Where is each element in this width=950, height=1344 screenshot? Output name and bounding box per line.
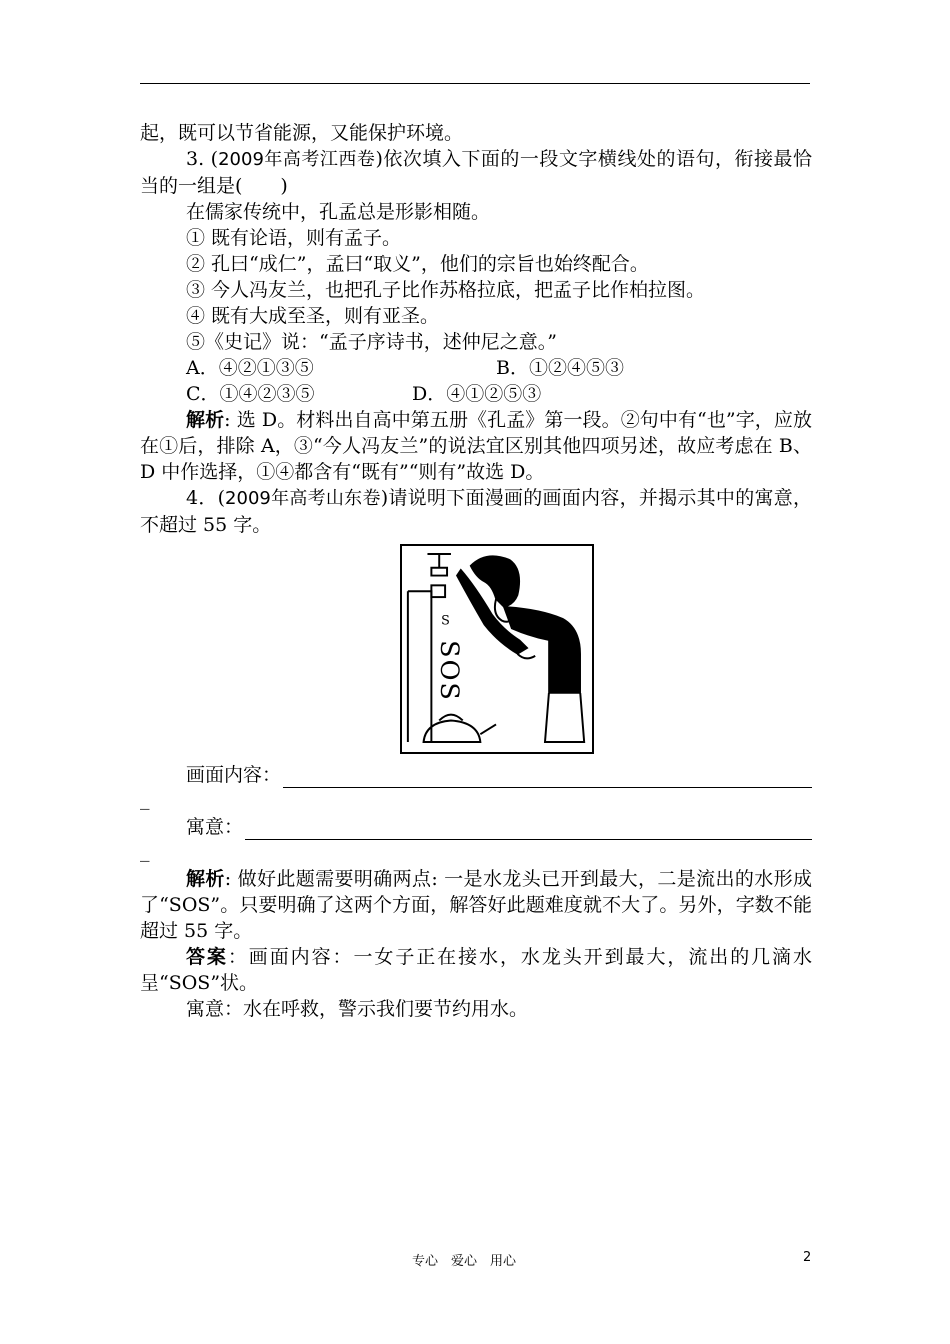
- fill-blank-content: [140, 762, 812, 788]
- question-3-options-ab: [140, 355, 812, 381]
- option-d: D．④①②⑤③: [412, 383, 542, 405]
- option-c: C．①④②③⑤: [186, 383, 315, 405]
- fill-label-content: 画面内容：: [186, 764, 282, 786]
- question-3-passage: 在儒家传统中，孔孟总是形影相随。: [186, 201, 491, 223]
- fill-blank-meaning: [140, 814, 812, 840]
- question-4-analysis: 解析: 做好此题需要明确两点: 一是水龙头已开到最大，二是流出的水形成了“SOS”。只要明确了这两个方面，解答好此题难度就不大了。另外，字数不能超过 55 字。: [140, 868, 812, 942]
- question-3-options-cd: [140, 381, 812, 407]
- continued-line: 起，既可以节省能源，又能保护环境。: [140, 122, 464, 144]
- question-4-source: 2009年高考山东卷: [225, 488, 381, 509]
- blank-continuation: _: [140, 788, 150, 810]
- footer-motto: 专心 爱心 用心: [412, 1254, 517, 1269]
- question-4-answer: 答案：画面内容：一女子正在接水，水龙头开到最大，流出的几滴水呈“SOS”状。: [140, 946, 812, 994]
- question-3-item: ③ 今人冯友兰，也把孔子比作苏格拉底，把孟子比作柏拉图。: [186, 279, 706, 301]
- header-rule: [140, 83, 810, 84]
- blank-continuation: _: [140, 840, 150, 862]
- blank-line-content[interactable]: [283, 767, 812, 788]
- question-3-item: ② 孔曰“成仁”，孟曰“取义”，他们的宗旨也始终配合。: [186, 253, 649, 275]
- page-content: [140, 120, 812, 1022]
- faucet-icon: [427, 554, 451, 576]
- option-b: B．①②④⑤③: [496, 357, 624, 379]
- question-4-stem: 4．(2009年高考山东卷)请说明下面漫画的画面内容，并揭示其中的寓意，不超过 55 字。: [140, 487, 812, 536]
- cartoon-figure: [400, 544, 594, 754]
- question-3-item: ① 既有论语，则有孟子。: [186, 227, 402, 249]
- drip-o: SOS: [434, 640, 465, 702]
- question-3-analysis: 解析: 选 D。材料出自高中第五册《孔孟》第一段。②句中有“也”字，应放在①后，排除 A，③“今人冯友兰”的说法宜区别其他四项另述，故应考虑在 B、D 中作选择，①④都含有“既有”“则有”故选 D。: [140, 409, 812, 483]
- fill-label-meaning: 寓意：: [186, 816, 244, 838]
- question-3-item: ⑤《史记》说：“孟子序诗书，述仲尼之意。”: [186, 331, 557, 353]
- skirt-outline: [545, 693, 584, 742]
- cartoon-sos-illustration: [402, 546, 592, 752]
- question-3-stem: 3. (2009年高考江西卷)依次填入下面的一段文字横线处的语句，衔接最恰当的一组是( ): [140, 148, 812, 197]
- page-number: 2: [803, 1250, 812, 1265]
- question-3-source: 2009年高考江西卷: [218, 149, 376, 170]
- drip-s-top: S: [441, 613, 450, 629]
- option-a: A．④②①③⑤: [186, 357, 314, 379]
- question-4-answer-meaning: 寓意：水在呼救，警示我们要节约用水。: [186, 998, 529, 1020]
- blank-line-meaning[interactable]: [245, 819, 812, 840]
- question-3-item: ④ 既有大成至圣，则有亚圣。: [186, 305, 440, 327]
